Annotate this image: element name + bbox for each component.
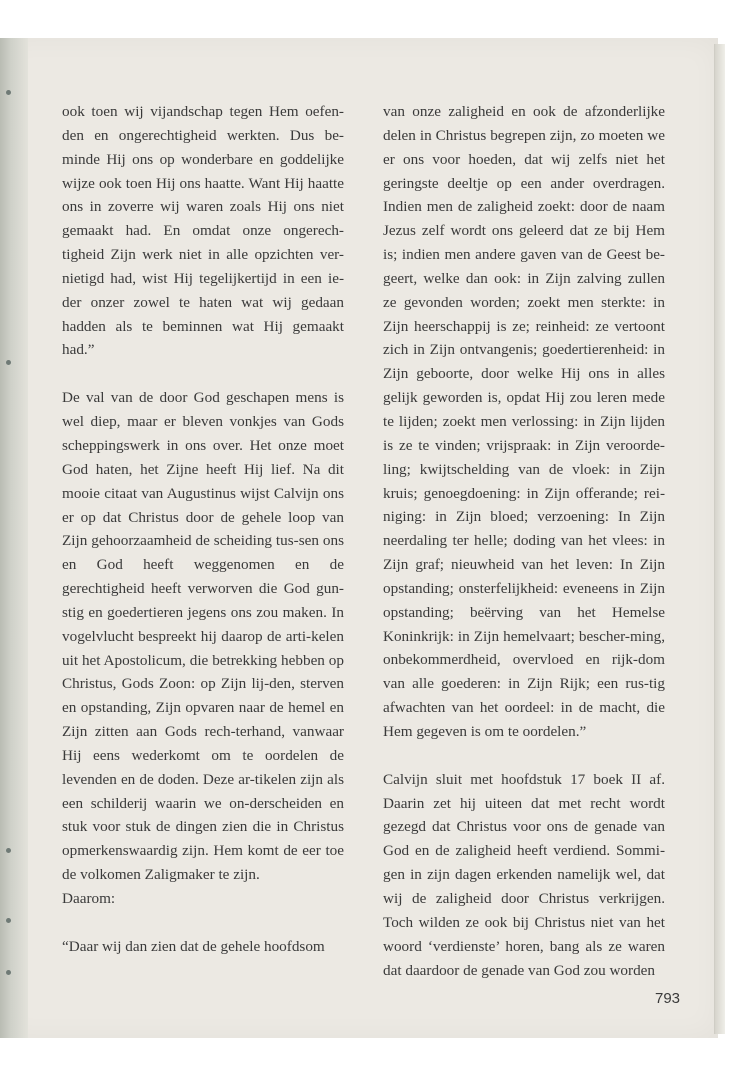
left-paragraph-4: “Daar wij dan zien dat de gehele hoofdsom xyxy=(62,937,325,955)
left-paragraph-3: Daarom: xyxy=(62,890,116,907)
page-number: 793 xyxy=(655,990,681,1007)
page-edge xyxy=(714,44,725,1034)
right-paragraph-1: van onze zaligheid en ook de afzonderlijke delen in Christus begrepen zijn, zo moeten we er ons voor hoeden, dat wij zelfs niet het geringste deeltje op een ander overdragen. Indien men de zaligheid zoekt: door de naam Jezus zelf wordt ons geleerd dat ze bij Hem is; indien men andere gaven van de Geest be-geert, welke dan ook: in Zijn zalving zullen ze gevonden worden; zoekt men sterkte: in Zijn heerschappij is ze; reinheid: ze vertoont zich in Zijn ontvangenis; goedertierenheid: in Zijn geboorte, door welke Hij ons in alles gelijk geworden is, opdat Hij zou leren mede te lijden; zoekt men verlossing: in Zijn lijden is ze te vinden; vrijspraak: in Zijn veroorde-ling; kwijtschelding van de vloek: in Zijn kruis; genoegdoening: in Zijn offerande; rei-niging: in Zijn bloed; verzoening: In Zijn neerdaling ter helle; doding van het vlees: in Zijn graf; nieuwheid van het leven: In Zijn opstanding; onsterfelijkheid: eveneens in Zijn opstanding; beërving van het Hemelse Koninkrijk: in Zijn hemelvaart; bescher-ming, onbekommerdheid, overvloed en rijk-dom van alle goederen: in Zijn Rijk; een rus-tig afwachten van het oordeel: in de macht, die Hem gegeven is om te oordelen.” xyxy=(383,103,665,740)
binding-mark xyxy=(6,360,11,365)
binding-mark xyxy=(6,848,11,853)
right-paragraph-2: Calvijn sluit met hoofdstuk 17 boek II af. Daarin zet hij uiteen dat met recht wordt gezegd dat Christus voor ons de genade van God en de zaligheid heeft verdiend. Sommi-gen in zijn dagen erkenden namelijk wel, dat wij de zaligheid door Christus verkrijgen. Toch wilden ze ook bij Christus niet van het woord ‘verdienste’ horen, bang als ze waren dat daardoor de genade van God zou worden xyxy=(383,770,665,979)
book-binding xyxy=(0,38,28,1038)
left-paragraph-1: ook toen wij vijandschap tegen Hem oefen-den en ongerechtigheid werkten. Dus be-minde Hij ons op wonderbare en goddelijke wijze ook toen Hij ons haatte. Want Hij haatte ons in zoverre wij waren zoals Hij ons niet gemaakt had. En omdat onze ongerech-tigheid Zijn werk niet in alle opzichten ver-nietigd had, wist Hij tegelijkertijd in een ie-der onzer zowel te haten wat wij gedaan hadden als te beminnen wat Hij gemaakt had.” xyxy=(62,103,344,359)
binding-mark xyxy=(6,918,11,923)
right-column xyxy=(383,100,665,982)
left-column xyxy=(62,100,344,959)
binding-mark xyxy=(6,970,11,975)
binding-mark xyxy=(6,90,11,95)
left-paragraph-2: De val van de door God geschapen mens is wel diep, maar er bleven vonkjes van Gods scheppingswerk in ons over. Het onze moet God haten, het Zijne heeft Hij lief. Na dit mooie citaat van Augustinus wijst Calvijn ons er op dat Christus door de gehele loop van Zijn gehoorzaamheid de scheiding tus-sen ons en God heeft weggenomen en de gerechtigheid heeft verworven die God gun-stig en goedertieren jegens ons zou maken. In vogelvlucht bespreekt hij daarop de arti-kelen uit het Apostolicum, die betrekking hebben op Christus, Gods Zoon: op Zijn lij-den, sterven en opstanding, Zijn opvaren naar de hemel en Zijn zitten aan Gods rech-terhand, vanwaar Hij eens wederkomt om te oordelen de levenden en de doden. Deze ar-tikelen zijn als een schilderij waarin we on-derscheiden en stuk voor stuk de dingen zien die in Christus opmerkenswaardig zijn. Hem komt de eer toe de volkomen Zaligmaker te zijn. xyxy=(62,389,344,884)
